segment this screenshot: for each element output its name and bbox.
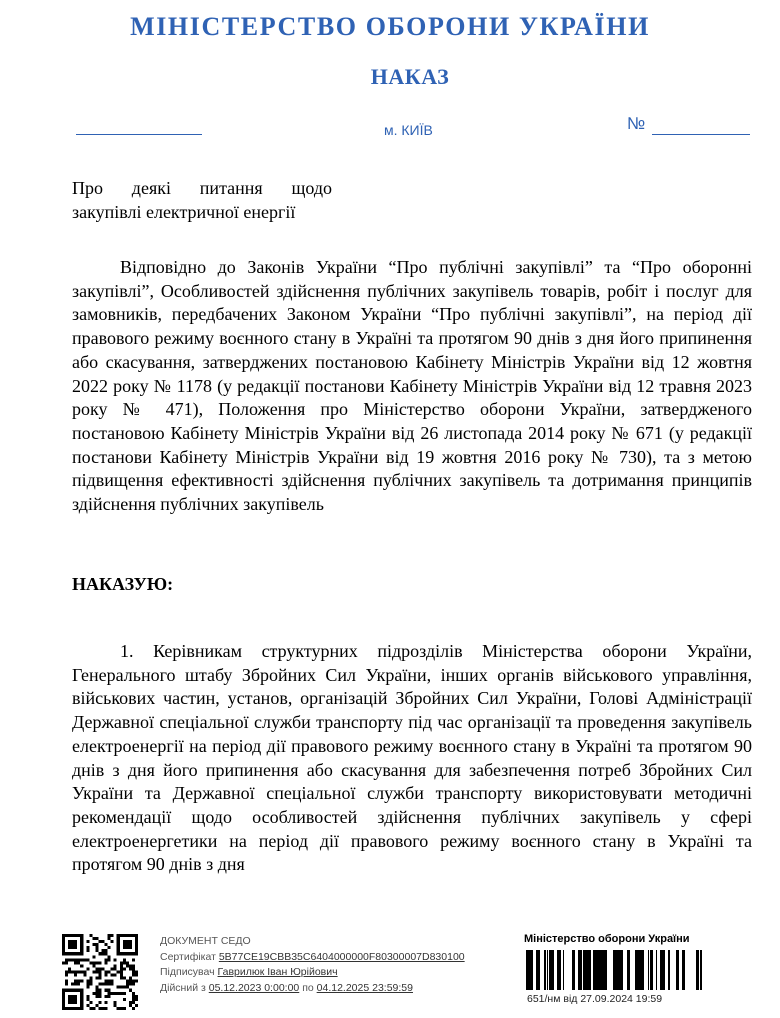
certificate-label: Сертифікат: [160, 950, 216, 963]
registration-organization: Міністерство оборони України: [524, 933, 690, 945]
digital-signature-block: [160, 934, 465, 996]
valid-to-value: 04.12.2025 23:59:59: [316, 981, 413, 994]
certificate-row: [160, 950, 465, 966]
signer-row: [160, 965, 465, 981]
validity-row: [160, 981, 465, 997]
registration-number: 651/нм від 27.09.2024 19:59: [527, 993, 663, 1005]
number-blank-line: [652, 134, 750, 135]
preamble-paragraph: Відповідно до Законів України “Про публічні закупівлі” та “Про оборонні закупівлі”, Особливостей здійснення публічних закупівель товарів, робіт і послуг для замовників, передбачених Законом України “Про публічні закупівлі”, на період дії правового режиму воєнного стану в Україні та протягом 90 днів з дня його припинення або скасування, затверджених постановою Кабінету Міністрів України від 12 жовтня 2022 року № 1178 (у редакції постанови Кабінету Міністрів України від 12 травня 2023 року № 471), Положення про Міністерство оборони України, затвердженого постановою Кабінету Міністрів України від 26 листопада 2014 року № 671 (у редакції постанови Кабінету Міністрів України від 19 жовтня 2016 року № 730), та з метою підвищення ефективності здійснення публічних закупівель та дотримання принципів здійснення публічних закупівель: [72, 257, 752, 515]
signer-label: Підписувач: [160, 966, 215, 978]
date-blank-line: [76, 134, 202, 135]
subject-line-2: закупівлі електричної енергії: [72, 202, 296, 222]
valid-from-value: 05.12.2023 0:00:00: [208, 981, 300, 994]
order-subject: [72, 176, 332, 224]
qr-code-icon: [62, 934, 138, 1010]
barcode-icon: [526, 950, 704, 990]
number-label: №: [627, 114, 646, 133]
signature-doc-label: ДОКУМЕНТ СЕДО: [160, 935, 251, 947]
city-label: м. КИЇВ: [384, 122, 433, 138]
valid-to-label: по: [302, 981, 314, 994]
order-item-1: 1. Керівникам структурних підрозділів Міністерства оборони України, Генерального штабу Збройних Сил України, інших органів військового управління, військових частин, установ, організацій Збройних Сил України, Голові Адміністрації Державної спеціальної служби транспорту під час організації та проведення закупівель електроенергії на період дії правового режиму воєнного стану в Україні та протягом 90 днів з дня його припинення або скасування для забезпечення потреб Збройних Сил України та Державної спеціальної служби транспорту використовувати методичні рекомендації щодо особливостей здійснення публічних закупівель у сфері електроенергетики на період дії правового режиму воєнного стану в Україні та протягом 90 днів з дня: [72, 641, 752, 875]
order-heading: НАКАЗУЮ:: [72, 574, 174, 594]
document-type: НАКАЗ: [370, 64, 450, 89]
certificate-value: 5B77CE19CBB35C6404000000F80300007D830100: [218, 950, 465, 963]
valid-from-label: Дійсний з: [160, 981, 206, 994]
subject-line-1: Про деякі питання щодо: [72, 178, 332, 198]
signer-value: Гаврилюк Іван Юрійович: [217, 966, 338, 978]
ministry-name: МІНІСТЕРСТВО ОБОРОНИ УКРАЇНИ: [130, 12, 650, 41]
